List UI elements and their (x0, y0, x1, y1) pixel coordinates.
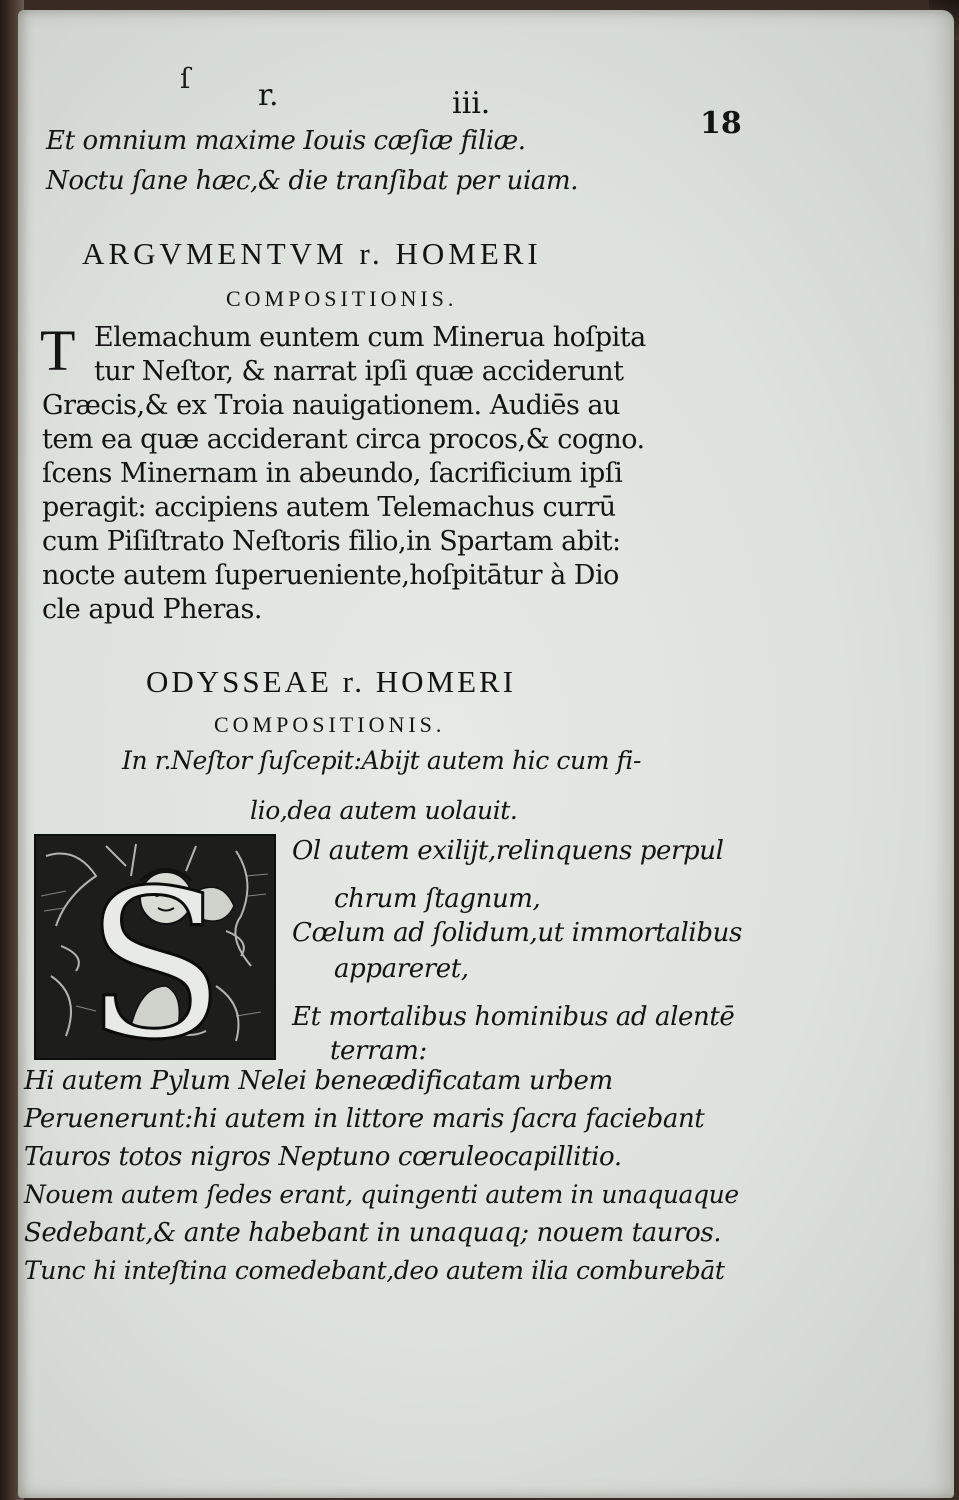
book-subtitle: COMPOSITIONIS. (214, 712, 446, 737)
verse-line: Sedebant,& ante habebant in unaquaq; nouem tauros. (24, 1218, 722, 1248)
decorated-initial (34, 834, 276, 1060)
verse-line: Nouem autem ſedes erant, quingenti autem in unaquaque (24, 1180, 739, 1209)
signature-left: r. (258, 78, 279, 113)
verse-line: appareret, (334, 954, 469, 984)
verse-line: Et omnium maxime Iouis cæſiæ filiæ. (46, 126, 526, 156)
book-summary-line: In r.Neſtor ſuſcepit:Abijt autem hic cum fi- (122, 746, 642, 775)
folio-number: 18 (700, 106, 742, 141)
argument-dropcap: T (40, 318, 76, 383)
argument-line: tur Neſtor, & narrat ipſi quæ acciderunt (94, 356, 624, 387)
verse-line: Peruenerunt:hi autem in littore maris ſacra faciebant (24, 1104, 705, 1134)
verse-line: Tunc hi inteſtina comedebant,deo autem ilia comburebāt (24, 1256, 725, 1285)
signature-mid: iii. (452, 86, 491, 121)
verse-line: Cœlum ad ſolidum,ut immortalibus (292, 918, 742, 948)
argument-line: cum Piſiſtrato Neſtoris filio,in Spartam abit: (42, 526, 621, 557)
argument-line: Græcis,& ex Troia nauigationem. Audiēs au (42, 390, 620, 421)
verse-line: chrum ſtagnum, (334, 884, 541, 914)
verse-line: Tauros totos nigros Neptuno cœruleocapillitio. (24, 1142, 622, 1172)
verse-line: Et mortalibus hominibus ad alentē (292, 1002, 735, 1032)
argument-line: nocte autem ſuperueniente,hoſpitātur à Dio (42, 560, 619, 591)
book-summary-line: lio,dea autem uolauit. (250, 796, 518, 825)
argument-line: Elemachum euntem cum Minerua hoſpita (94, 322, 646, 353)
argument-subtitle: COMPOSITIONIS. (226, 286, 458, 311)
woodcut-initial-illustration (36, 836, 274, 1058)
manuscript-mark: ſ (180, 62, 191, 95)
book-title: ODYSSEAE r. HOMERI (146, 664, 517, 699)
verse-line: Noctu ſane hæc,& die tranſibat per uiam. (46, 166, 579, 196)
show-through-text (755, 80, 925, 332)
argument-line: peragit: accipiens autem Telemachus currū (42, 492, 616, 523)
initial-letter-text: S (84, 847, 226, 1058)
verse-line: Ol autem exilijt,relinquens perpul (292, 836, 724, 866)
verse-line: terram: (330, 1036, 427, 1066)
argument-line: tem ea quæ acciderant circa procos,& cogno. (42, 424, 645, 455)
argument-title: ARGVMENTVM r. HOMERI (82, 236, 542, 271)
argument-line: ſcens Minernam in abeundo, ſacrificium ipſi (42, 458, 623, 489)
argument-line: cle apud Pheras. (42, 594, 262, 625)
verse-line: Hi autem Pylum Nelei beneædificatam urbem (24, 1066, 613, 1096)
